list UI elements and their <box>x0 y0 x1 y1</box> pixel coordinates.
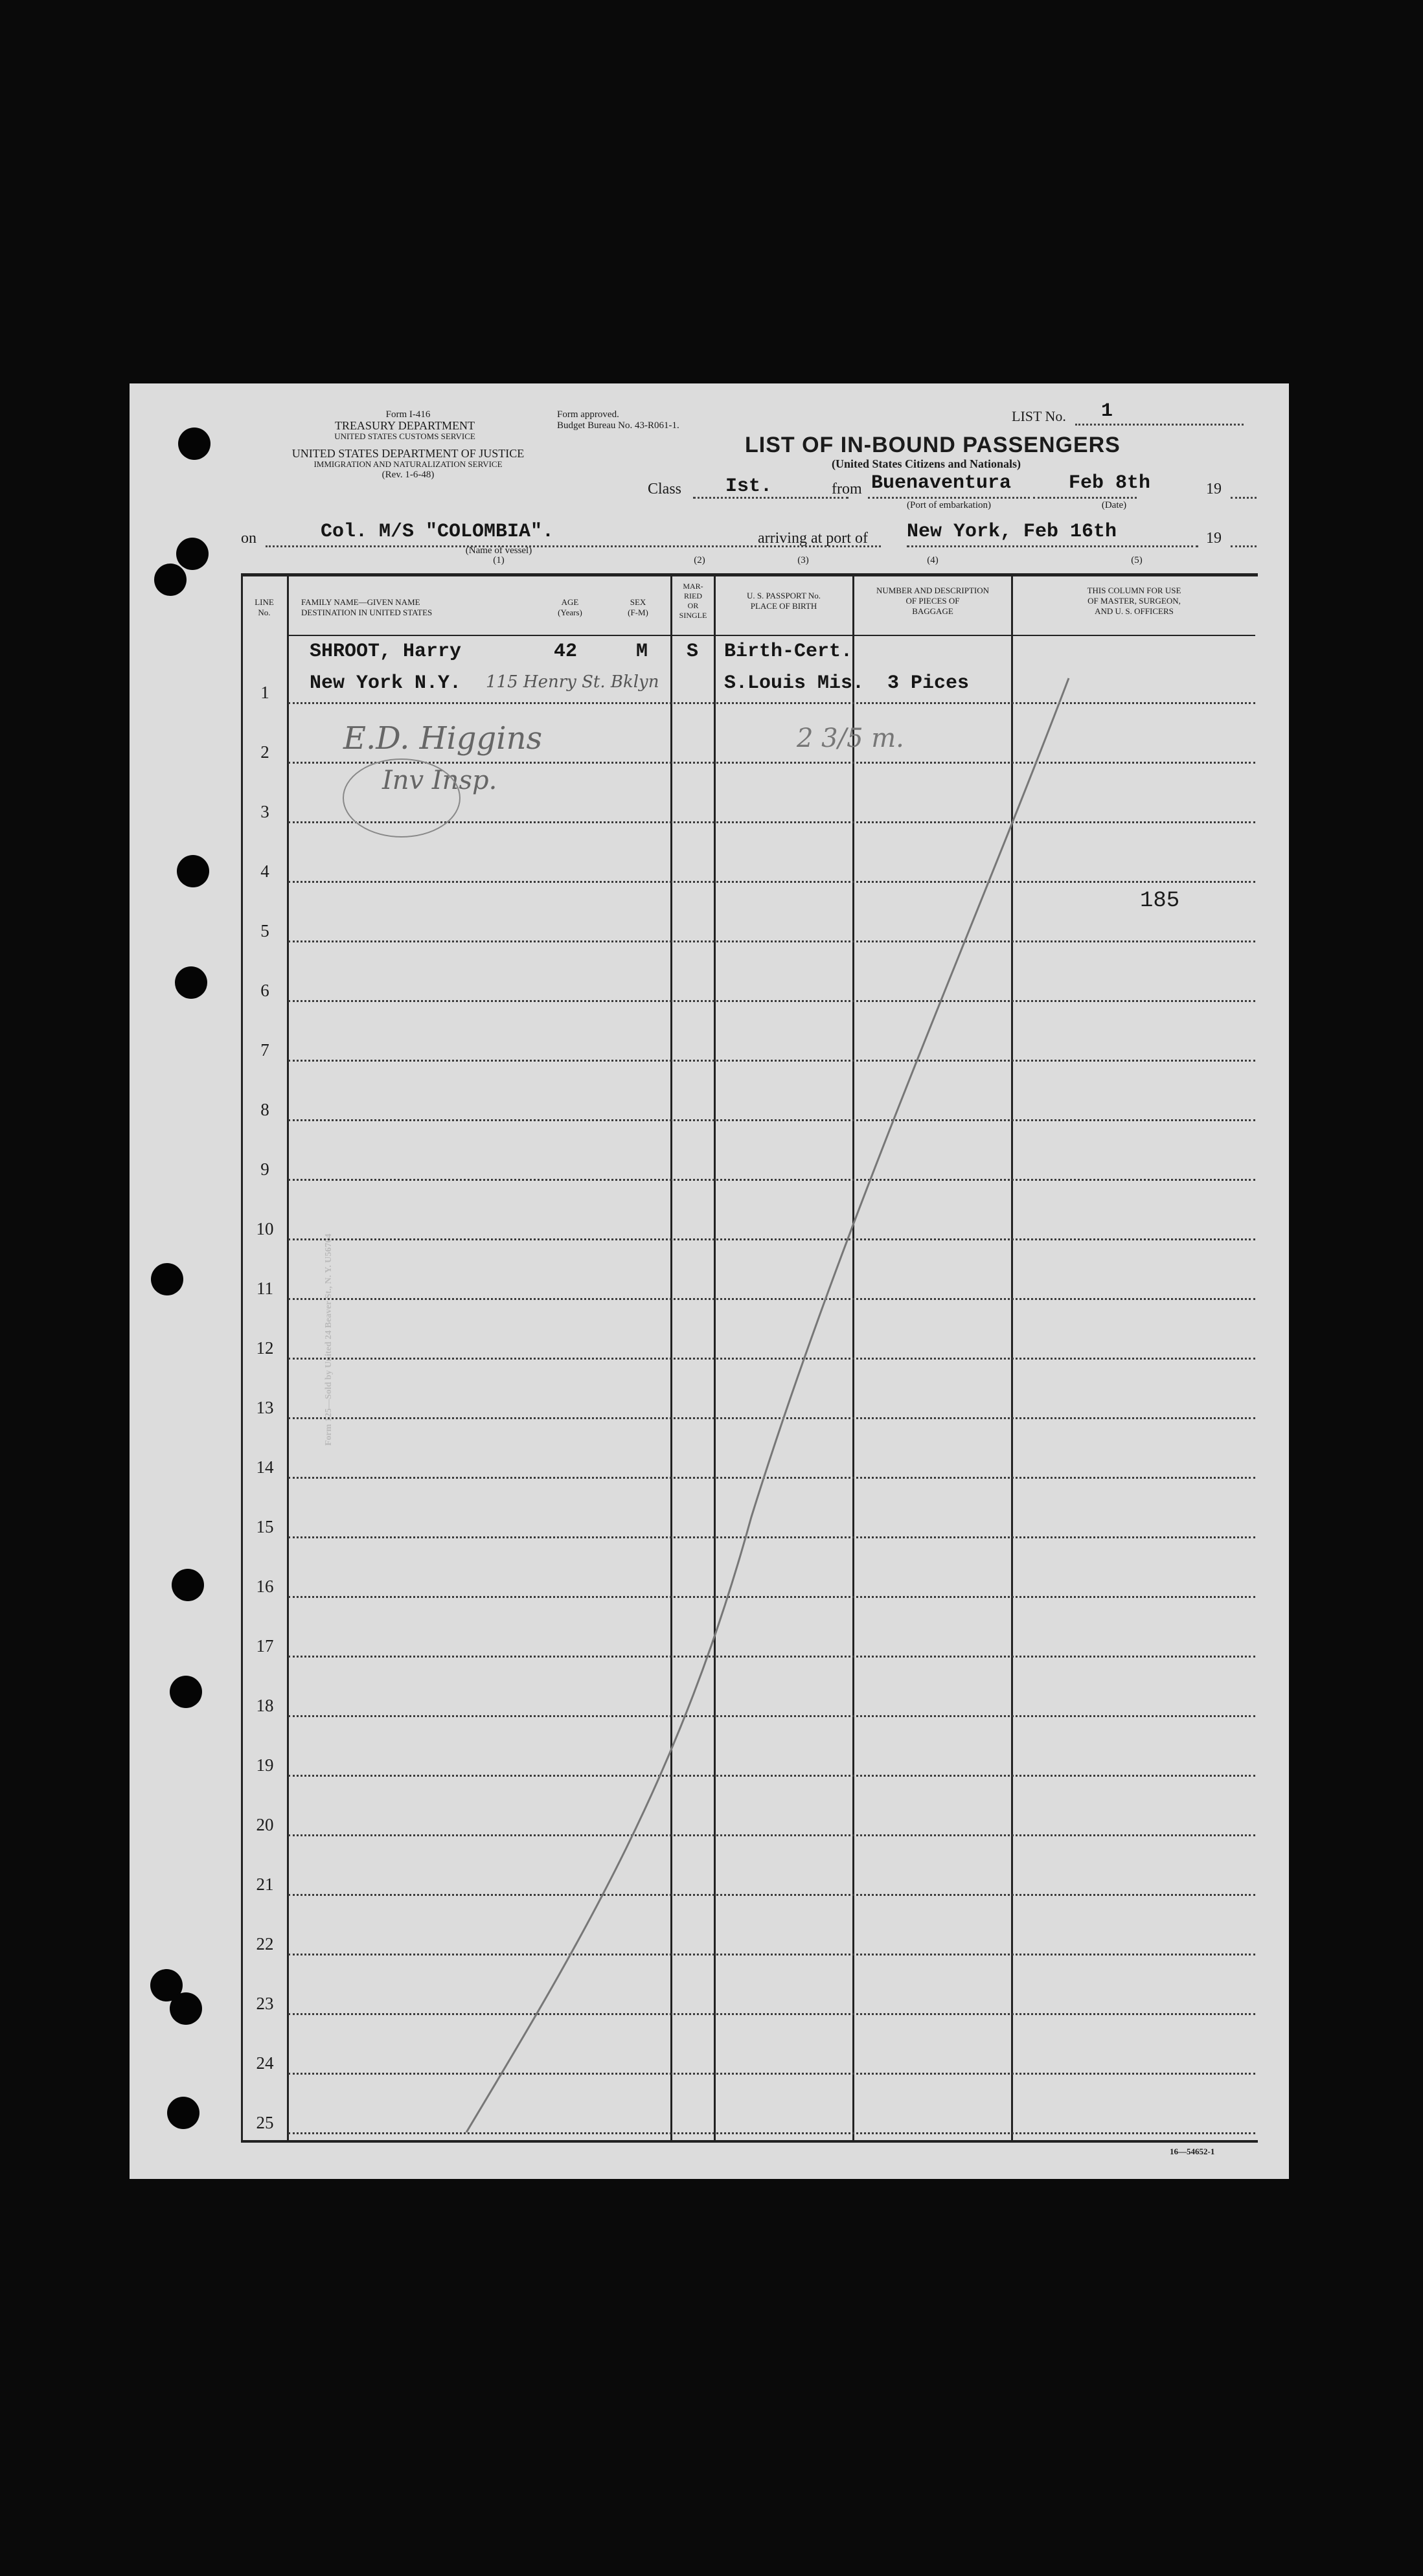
arrival-port-date: New York, Feb 16th <box>907 521 1117 543</box>
port-caption: (Port of embarkation) <box>907 500 991 510</box>
port-embarkation: Buenaventura <box>871 472 1012 494</box>
header-marital: MAR- RIED OR SINGLE <box>679 582 707 620</box>
vessel-caption: (Name of vessel) <box>465 545 532 556</box>
signature-inspector: E.D. Higgins <box>343 720 543 757</box>
class-label: Class <box>648 481 682 497</box>
header-sex: SEX (F-M) <box>628 597 648 617</box>
vessel-name: Col. M/S "COLOMBIA". <box>321 521 554 543</box>
line-number: 25 <box>256 2113 274 2132</box>
vessel-col-number: (1) <box>493 555 505 565</box>
officer-number: 185 <box>1140 889 1180 913</box>
header-age: AGE (Years) <box>558 597 582 617</box>
ins-service: IMMIGRATION AND NATURALIZATION SERVICE <box>313 459 503 469</box>
list-no-value: 1 <box>1101 400 1113 422</box>
line-number: 15 <box>256 1517 274 1536</box>
arriving-label: arriving at port of <box>758 530 868 547</box>
signature-title: Inv Insp. <box>382 766 497 795</box>
passenger-name: SHROOT, Harry <box>310 641 462 663</box>
justice-dept: UNITED STATES DEPARTMENT OF JUSTICE <box>291 447 525 460</box>
line-number: 20 <box>256 1815 274 1834</box>
line-number: 22 <box>256 1934 274 1954</box>
header-line-no: LINE No. <box>255 597 274 617</box>
line-number: 12 <box>256 1338 274 1358</box>
form-approved: Form approved. <box>557 409 619 420</box>
passport-no: Birth-Cert. <box>724 641 853 663</box>
col-number: (2) <box>694 555 705 565</box>
line-number: 24 <box>256 2053 274 2073</box>
line-number: 7 <box>260 1040 269 1060</box>
treasury-dept: TREASURY DEPARTMENT <box>334 419 475 432</box>
line-number: 2 <box>260 742 269 762</box>
embark-date: Feb 8th <box>1069 472 1151 494</box>
handwritten-note: 2 3/5 m. <box>797 724 904 753</box>
line-number: 13 <box>256 1398 274 1417</box>
line-number: 3 <box>260 802 269 821</box>
col-number: (3) <box>797 555 809 565</box>
line-number: 9 <box>260 1159 269 1179</box>
line-number: 21 <box>256 1875 274 1894</box>
header-baggage: NUMBER AND DESCRIPTION OF PIECES OF BAGGAGE <box>876 586 990 616</box>
passenger-age: 42 <box>554 641 578 663</box>
line-number: 17 <box>256 1636 274 1656</box>
from-label: from <box>832 481 862 497</box>
footer-code: 16—54652-1 <box>1170 2147 1215 2156</box>
class-value: Ist. <box>725 475 773 497</box>
form-number: Form I-416 <box>385 409 431 420</box>
line-number: 1 <box>260 683 269 702</box>
line-number: 23 <box>256 1994 274 2013</box>
header-name: FAMILY NAME—GIVEN NAME DESTINATION IN UNITED STATES <box>301 597 433 617</box>
line-number: 10 <box>256 1219 274 1238</box>
col-number: (5) <box>1131 555 1143 565</box>
col-number: (4) <box>927 555 939 565</box>
line-number: 18 <box>256 1696 274 1715</box>
cancellation-line <box>130 383 1289 2179</box>
baggage-description: 3 Pices <box>887 672 970 694</box>
form-title: LIST OF IN-BOUND PASSENGERS <box>745 433 1121 457</box>
header-passport: U. S. PASSPORT No. PLACE OF BIRTH <box>746 591 821 611</box>
destination: New York N.Y. <box>310 672 462 694</box>
customs-service: UNITED STATES CUSTOMS SERVICE <box>334 431 475 441</box>
line-number: 14 <box>256 1457 274 1477</box>
form-sheet <box>130 383 1289 2179</box>
passenger-sex: M <box>636 641 648 663</box>
line-number: 16 <box>256 1577 274 1596</box>
line-number: 19 <box>256 1755 274 1775</box>
line-number: 5 <box>260 921 269 940</box>
place-of-birth: S.Louis Mis. <box>724 672 865 694</box>
printer-imprint: Form 125—Sold by United 24 Beaver St., N. Y. U56704 <box>324 1233 334 1446</box>
handwritten-address: 115 Henry St. Bklyn <box>486 672 659 692</box>
on-label: on <box>241 530 256 547</box>
line-number: 11 <box>256 1279 273 1298</box>
list-no-label: LIST No. <box>1012 408 1066 424</box>
year-label: 19 <box>1206 481 1222 497</box>
line-number: 6 <box>260 981 269 1000</box>
line-number: 8 <box>260 1100 269 1119</box>
passenger-marital: S <box>687 641 699 663</box>
line-number: 4 <box>260 861 269 881</box>
date-caption: (Date) <box>1101 500 1127 510</box>
form-subtitle: (United States Citizens and Nationals) <box>831 457 1021 470</box>
year-label: 19 <box>1206 530 1222 547</box>
budget-bureau: Budget Bureau No. 43-R061-1. <box>557 420 679 431</box>
form-revision: (Rev. 1-6-48) <box>381 470 435 480</box>
header-officers: THIS COLUMN FOR USE OF MASTER, SURGEON, AND U. S. OFFICERS <box>1087 586 1181 616</box>
